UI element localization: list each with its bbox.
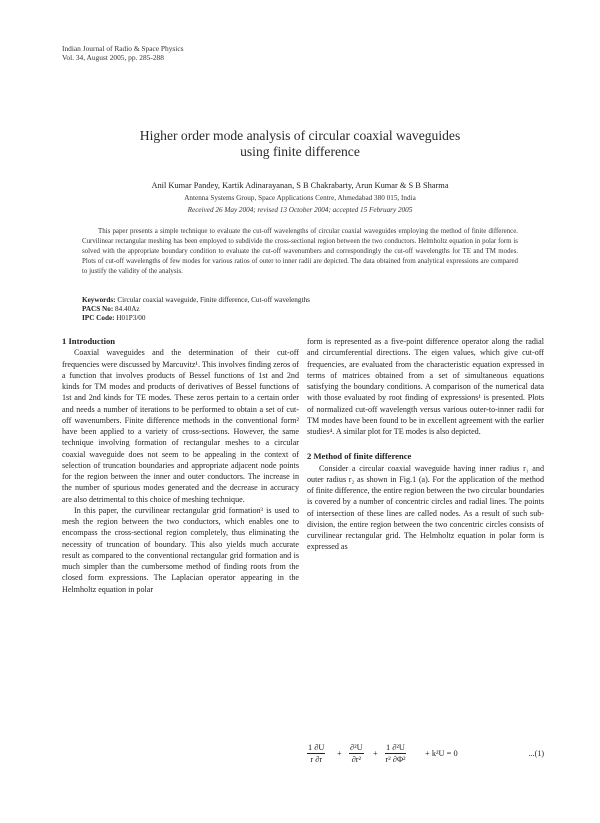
term-3-numerator: 1 ∂²U [386, 743, 405, 752]
term-2-denominator: ∂r² [351, 755, 362, 764]
ipc-value: H01P3/00 [116, 314, 146, 322]
paper-title-line-1: Higher order mode analysis of circular coaxial waveguides [139, 128, 461, 143]
paper-title [60, 128, 540, 160]
term-1-denominator: r ∂r [310, 755, 323, 764]
section-2-paragraph-1: Consider a circular coaxial waveguide having inner radius r₁ and outer radius r₂ as shown in Fig.1 (a). For the application of the method of finite difference, the entire region between the two circular boundaries is covered by a number of concentric circles and radial lines. The points of intersection of these lines are called nodes. As a result of such sub-division, the entire region between the two concentric circles consists of curvilinear rectangular grid. The Helmholtz equation in polar form is expressed as [307, 463, 544, 552]
keywords-label: Keywords: [82, 296, 116, 304]
journal-name: Indian Journal of Radio & Space Physics [62, 44, 184, 53]
pacs-label: PACS No: [82, 305, 114, 313]
section-1-heading: 1 Introduction [62, 336, 116, 346]
term-2-numerator: ∂²U [350, 743, 363, 752]
equation-number: ...(1) [528, 749, 544, 758]
helmholtz-equation [307, 742, 544, 772]
affiliation: Antenna Systems Group, Space Applications Centre, Ahmedabad 380 015, India [184, 194, 416, 202]
authors: Anil Kumar Pandey, Kartik Adinarayanan, S B Chakrabarty, Arun Kumar & S B Sharma [151, 181, 449, 190]
term-1-numerator: 1 ∂U [308, 743, 325, 752]
equation-term-1 [307, 742, 325, 765]
equation-term-2 [349, 742, 364, 765]
section-1-paragraph-1: Coaxial waveguides and the determination of their cut-off frequencies were discussed by Marcuvitz¹. This involves finding zeros of a function that involves products of Bessel functions of 1st and 2nd kinds for TM modes and products of derivatives of Bessel functions of 1st and 2nd kinds for TE modes. These zeros pertain to a certain order and needs a number of iterations to be performed to obtain a set of cut-off wavenumbers. Finite difference methods in the conventional form² have been applied to a variety of cross-sections. However, the same technique involving formation of rectangular meshes to a circular coaxial waveguide does not seem to be appealing in the context of selection of truncation boundaries and appropriate adjacent node points for the region between the inner and outer conductors. The increase in the number of spurious modes generated and the decrease in accuracy are also detrimental to this choice of meshing technique. [62, 348, 299, 504]
left-column [62, 336, 299, 595]
term-3-denominator: r² ∂Φ² [385, 755, 406, 764]
keywords-value: Circular coaxial waveguide, Finite difference, Cut-off wavelengths [117, 296, 310, 304]
right-column [307, 336, 544, 553]
section-2-heading: 2 Method of finite difference [307, 451, 412, 462]
journal-header [62, 44, 184, 62]
plus-sign-1: + [337, 749, 342, 758]
ipc-line [82, 314, 518, 323]
pacs-value: 84.40Az [115, 305, 140, 313]
section-1-paragraph-2: In this paper, the curvilinear rectangular grid formation³ is used to mesh the region between the two conductors, which enables one to encompass the cross-sectional region completely, thus eliminating the necessity of truncation of boundary. This also yields much accurate result as compared to the conventional rectangular grid formation and is much simpler than the cumbersome method of finding roots from the closed form expressions. The Laplacian operator appearing in the Helmholtz equation in polar [62, 505, 299, 594]
received-dates: Received 26 May 2004; revised 13 October 2004; accepted 15 February 2005 [187, 206, 413, 214]
paper-title-line-2: using finite difference [240, 144, 360, 159]
section-1-paragraph-3: form is represented as a five-point difference operator along the radial and circumferential directions. The eigen values, which give cut-off frequencies, are evaluated from the characteristic equation expressed in terms of matrices obtained from a set of simultaneous equations satisfying the boundary conditions. A comparison of the numerical data with those evaluated by root finding of expressions¹ is presented. Plots of normalized cut-off wavelength versus various outer-to-inner radii for TM modes have been found to be in excellent agreement with the earlier studies⁴. A similar plot for TE modes is also depicted. [307, 337, 544, 436]
equation-tail: + k²U = 0 [425, 749, 458, 758]
plus-sign-2: + [373, 749, 378, 758]
equation-term-3 [385, 742, 406, 765]
pacs-line [82, 305, 518, 314]
keywords-line [82, 296, 518, 305]
ipc-label: IPC Code: [82, 314, 115, 322]
abstract: This paper presents a simple technique to evaluate the cut-off wavelengths of circular coaxial waveguides employing the method of finite difference. Curvilinear rectangular meshing has been employed to subdivide the cross-sectional region between the two conductors. Helmholtz equation in polar form is solved with the appropriate boundary condition to evaluate the cut-off wavenumbers and correspondingly the cut-off wavelengths for TE and TM modes. Plots of cut-off wavelengths of few modes for various ratios of outer to inner radii are depicted. The data obtained from analytical expressions are compared to justify the validity of the analysis. [82, 228, 518, 275]
journal-citation: Vol. 34, August 2005, pp. 285-288 [62, 53, 164, 62]
